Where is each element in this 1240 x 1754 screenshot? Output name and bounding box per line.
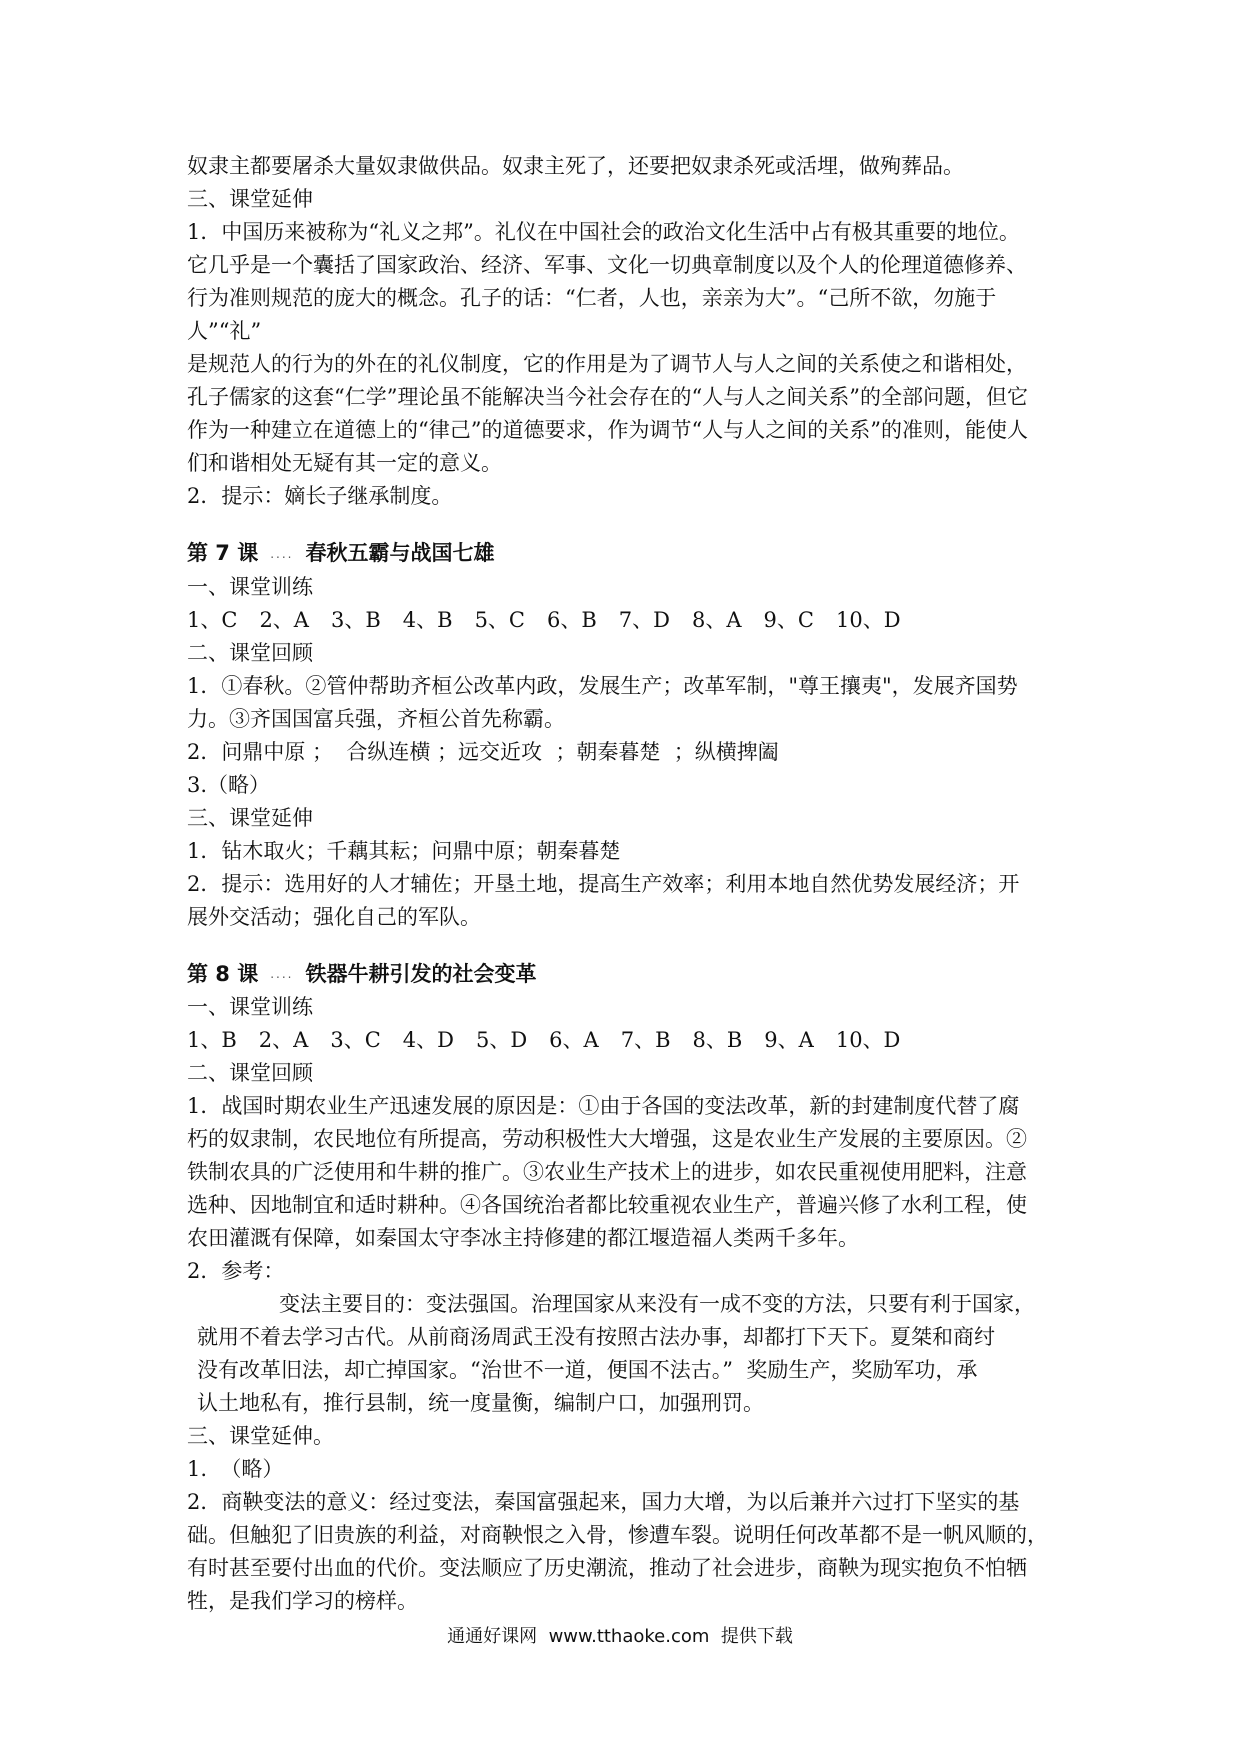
paragraph-line: 朽的奴隶制，农民地位有所提高，劳动积极性大大增强，这是农业生产发展的主要原因。② [187,1127,1027,1151]
paragraph-line: 变法主要目的：变法强国。治理国家从来没有一成不变的方法，只要有利于国家， [279,1292,1035,1316]
answer-item: 1、B [187,1028,237,1052]
paragraph: 2．参考： [187,1259,285,1283]
paragraph-line: 行为准则规范的庞大的概念。孔子的话：“仁者，人也，亲亲为大”。“己所不欲，勿施于人”“礼” [187,286,997,343]
paragraph-line: 牲，是我们学习的榜样。 [187,1589,418,1613]
answer-item: 10、D [835,607,901,632]
paragraph-line: 农田灌溉有保障，如秦国太守李冰主持修建的都江堰造福人类两千多年。 [187,1226,859,1250]
paragraph: 1. （略） [187,1457,284,1481]
paragraph-line: 就用不着去学习古代。从前商汤周武王没有按照古法办事，却都打下天下。夏桀和商纣 [197,1325,995,1349]
answer-item: 8、A [692,607,742,632]
answer-item: 6、A [549,1028,599,1052]
answer-item: 5、C [474,607,525,632]
paragraph-line: 展外交活动；强化自己的军队。 [187,904,481,929]
answer-list [187,1024,1067,1057]
paragraph: 奴隶主都要屠杀大量奴隶做供品。奴隶主死了，还要把奴隶杀死或活埋，做殉葬品。 [187,154,964,178]
answer-item: 1、C [187,607,238,632]
lesson-8-title [187,958,1067,992]
answer-item: 8、B [692,1028,743,1052]
document-body [187,150,1067,1618]
paragraph-line: 铁制农具的广泛使用和牛耕的推广。③农业生产技术上的进步，如农民重视使用肥料，注意 [187,1160,1027,1184]
paragraph-line: 有时甚至要付出血的代价。变法顺应了历史潮流，推动了社会进步，商鞅为现实抱负不怕牺 [187,1556,1027,1580]
paragraph-line: 认土地私有，推行县制，统一度量衡，编制户口，加强刑罚。 [197,1391,764,1415]
lesson-number: 第 7 课 [187,541,259,565]
paragraph-line: 2．商鞅变法的意义：经过变法，秦国富强起来，国力大增，为以后兼并六过打下坚实的基 [187,1490,1020,1514]
paragraph: 1．钻木取火；千藕其耘；问鼎中原；朝秦暮楚 [187,838,621,863]
answer-item: 5、D [475,1028,528,1052]
answer-item: 10、D [835,1028,901,1052]
paragraph: 2．提示：嫡长子继承制度。 [187,484,453,508]
answer-list [187,604,1067,637]
answer-item: 2、A [258,1028,309,1052]
paragraph-line: 1．①春秋。②管仲帮助齐桓公改革内政，发展生产；改革军制，"尊王攘夷"，发展齐国势 [187,673,1018,698]
answer-item: 3、C [330,1028,381,1052]
lesson-name: 春秋五霸与战国七雄 [305,541,495,565]
answer-item: 7、D [618,607,670,632]
title-dots: .... [270,546,294,561]
paragraph-line: 力。③齐国国富兵强，齐桓公首先称霸。 [187,706,565,731]
paragraph-line: 是规范人的行为的外在的礼仪制度，它的作用是为了调节人与人之间的关系使之和谐相处， [187,352,1027,376]
paragraph-line: 1．战国时期农业生产迅速发展的原因是：①由于各国的变法改革，新的封建制度代替了腐 [187,1094,1020,1118]
paragraph-line: 作为一种建立在道德上的“律己”的道德要求，作为调节“人与人之间的关系”的准则，能使人 [187,418,1028,442]
answer-item: 9、A [764,1028,814,1052]
lesson-name: 铁器牛耕引发的社会变革 [305,961,537,986]
section-heading: 二、课堂回顾 [187,640,313,665]
section-heading: 二、课堂回顾 [187,1061,313,1085]
paragraph: 2．问鼎中原 ； 合纵连横 ；远交近攻 ；朝秦暮楚 ；纵横捭阖 [187,739,779,764]
answer-item: 2、A [259,607,309,632]
section-heading: 三、课堂延伸 [187,805,313,830]
section-heading: 三、课堂延伸。 [187,1424,334,1448]
answer-item: 4、B [402,607,453,632]
paragraph-line: 1．中国历来被称为“礼义之邦”。礼仪在中国社会的政治文化生活中占有极其重要的地位。 [187,220,1020,244]
page-footer: 通通好课网 www.tthaoke.com 提供下载 [447,1626,793,1647]
answer-item: 6、B [547,607,597,632]
paragraph-line: 们和谐相处无疑有其一定的意义。 [187,451,502,475]
section-heading: 一、课堂训练 [187,574,313,599]
paragraph-line: 2．提示：选用好的人才辅佐；开垦土地，提高生产效率；利用本地自然优势发展经济；开 [187,871,1020,896]
paragraph: 3.（略） [187,772,271,797]
paragraph-line: 选种、因地制宜和适时耕种。④各国统治者都比较重视农业生产，普遍兴修了水利工程，使 [187,1193,1027,1217]
answer-item: 9、C [763,607,814,632]
lesson-number: 第 8 课 [187,961,259,986]
answer-item: 4、D [402,1028,454,1052]
paragraph-line: 孔子儒家的这套“仁学”理论虽不能解决当今社会存在的“人与人之间关系”的全部问题，但它 [187,385,1028,409]
answer-item: 7、B [620,1028,671,1052]
paragraph-line: 没有改革旧法，却亡掉国家。“治世不一道，便国不法古。” 奖励生产，奖励军功，承 [197,1358,978,1382]
lesson-7-title [187,537,1067,571]
section-heading: 一、课堂训练 [187,995,313,1019]
paragraph-line: 它几乎是一个囊括了国家政治、经济、军事、文化一切典章制度以及个人的伦理道德修养、 [187,253,1027,277]
answer-item: 3、B [330,607,381,632]
title-dots: .... [270,967,294,981]
quoted-block [187,1288,1067,1420]
paragraph-line: 础。但触犯了旧贵族的利益，对商鞅恨之入骨，惨遭车裂。说明任何改革都不是一帆风顺的， [187,1523,1048,1547]
section-heading: 三、课堂延伸 [187,187,313,211]
